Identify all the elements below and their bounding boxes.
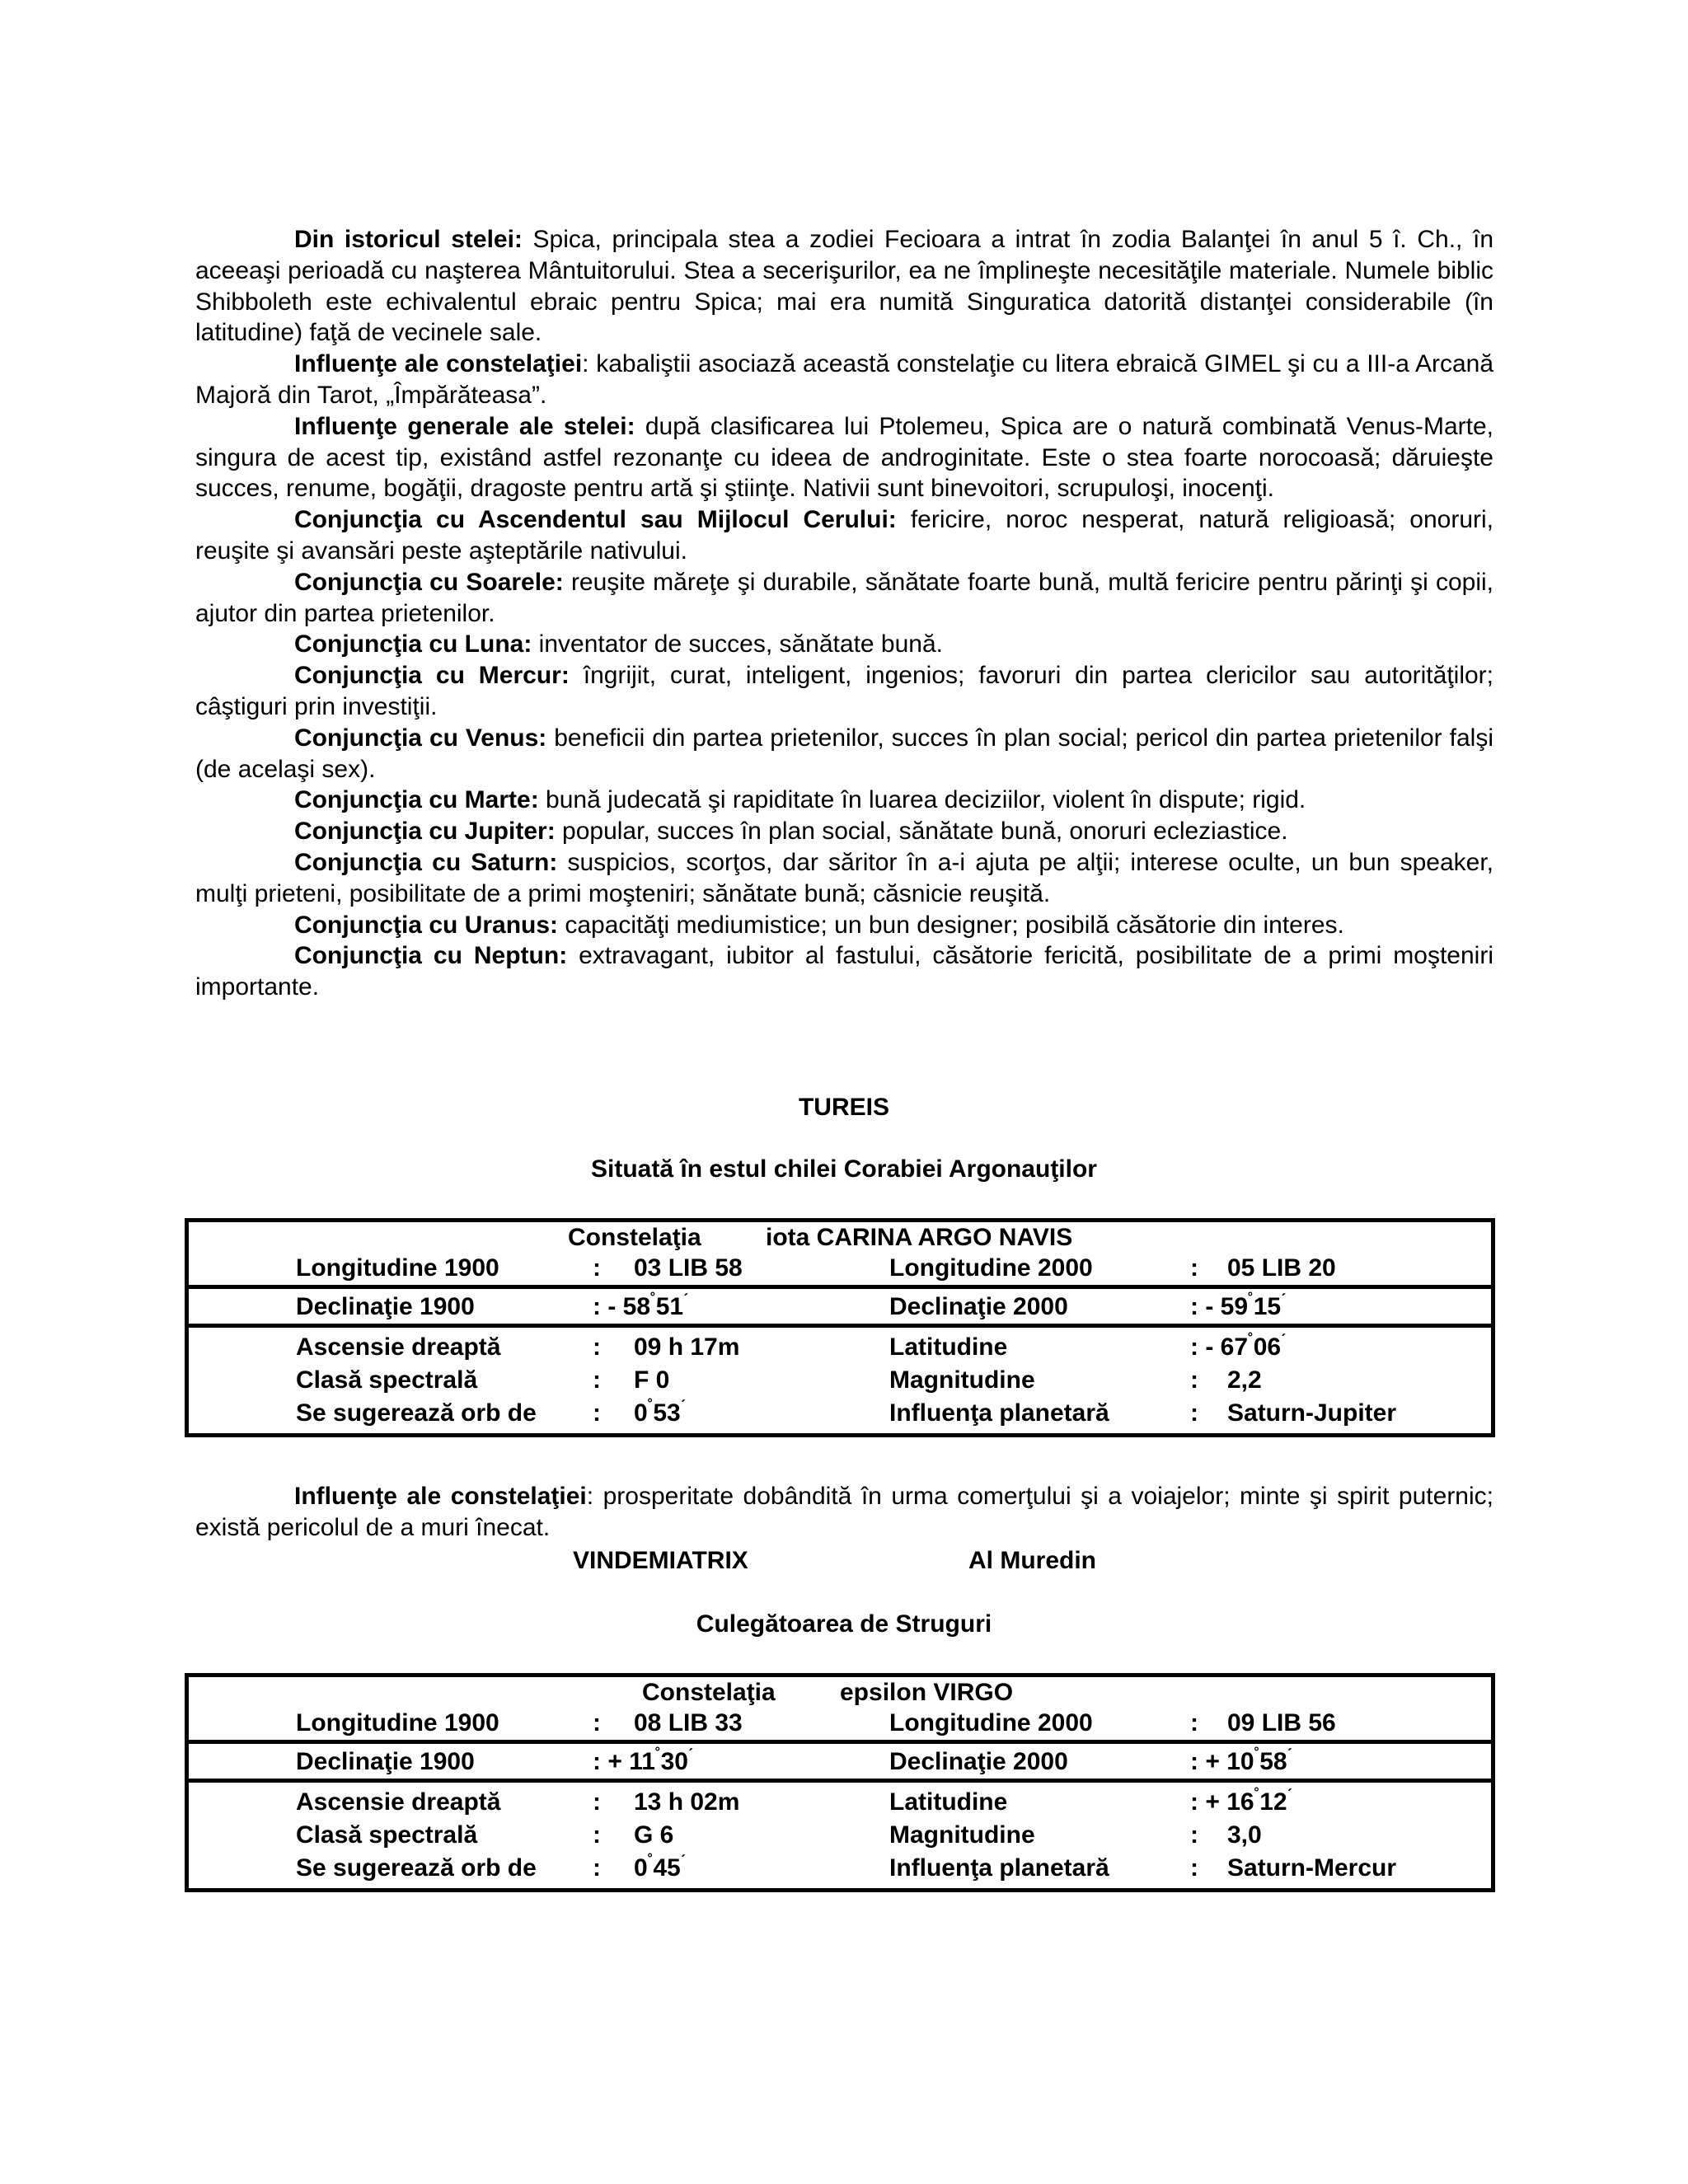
orb-value	[634, 1397, 686, 1430]
degrees: 0	[634, 1854, 648, 1882]
constellation-designation: epsilon VIRGO	[840, 1679, 1014, 1706]
colon: :	[593, 1748, 601, 1775]
tureis-influence	[195, 1481, 1493, 1544]
declination-1900-label: Declinaţie 1900	[296, 1748, 475, 1775]
paragraph	[195, 910, 1493, 941]
table-row-declination	[189, 1289, 1491, 1324]
minute-symbol: ˊ	[1287, 1746, 1293, 1765]
degrees: + 16	[1205, 1788, 1254, 1816]
degree-symbol: ˚	[1248, 1291, 1254, 1310]
paragraph	[195, 629, 1493, 660]
paragraph-text: : kabaliştii asociază această constelaţie cu litera ebraică GIMEL şi cu a III-a Arcană Majoră din Tarot, „Împărăteasa”.	[195, 350, 1494, 409]
minutes: 12	[1259, 1788, 1287, 1816]
table-row-spectral	[189, 1819, 1491, 1852]
paragraph-label: Conjuncţia cu Venus:	[294, 724, 547, 752]
latitude-label: Latitudine	[889, 1333, 1008, 1361]
paragraph-label: Conjuncţia cu Mercur:	[294, 662, 570, 690]
colon: :	[593, 1709, 601, 1736]
paragraph-label: Influenţe ale constelaţiei	[294, 1483, 587, 1510]
colon: :	[1190, 1399, 1198, 1427]
minutes: 06	[1253, 1333, 1282, 1361]
spectral-class-label: Clasă spectrală	[296, 1821, 478, 1849]
spectral-class-label: Clasă spectrală	[296, 1366, 478, 1394]
orb-label: Se sugerează orb de	[296, 1854, 537, 1882]
paragraph-text: suspicios, scorţos, dar săritor în a-i ajuta pe alţii; interese oculte, un bun speaker, mulţi prieteni, posibilitate de a primi moşteniri; sănătate bună; căsnicie reuşită.	[195, 848, 1493, 907]
paragraph	[195, 723, 1493, 785]
spica-description	[195, 224, 1493, 1003]
planetary-influence-label: Influenţa planetară	[889, 1399, 1109, 1427]
paragraph	[195, 816, 1493, 847]
degrees: - 59	[1205, 1293, 1249, 1320]
star-alt-name-vindemiatrix: Al Muredin	[968, 1547, 1096, 1574]
table-section-details	[189, 1779, 1491, 1888]
paragraph	[195, 940, 1493, 1003]
table-row-orb	[189, 1397, 1491, 1430]
paragraph-label: Conjuncţia cu Ascendentul sau Mijlocul Cerului:	[294, 506, 897, 534]
star-subtitle-tureis: Situată în estul chilei Corabiei Argonauţilor	[591, 1155, 1097, 1183]
declination-2000-label: Declinaţie 2000	[889, 1748, 1068, 1775]
minute-symbol: ˊ	[1281, 1291, 1287, 1310]
table-row-spectral	[189, 1364, 1491, 1397]
degree-symbol: ˚	[1254, 1787, 1260, 1805]
constellation-label: Constelaţia	[568, 1224, 701, 1251]
paragraph-text: după clasificarea lui Ptolemeu, Spica are o natură combinată Venus-Marte, singura de acest tip, existând astfel rezonanţe cu ideea de androginitate. Este o stea foarte norocoasă; dăruieşte succes, renume, bogăţii, dragoste pentru artă şi ştiinţe. Nativii sunt binevoitori, scrupuloşi, inocenţi.	[195, 412, 1494, 503]
table-row-ascension	[189, 1786, 1491, 1819]
colon: :	[593, 1366, 601, 1394]
longitude-1900-value: 08 LIB 33	[634, 1709, 743, 1736]
colon: :	[593, 1293, 601, 1320]
table-row-longitude	[189, 1707, 1491, 1740]
colon: :	[593, 1788, 601, 1816]
paragraph-label: Conjuncţia cu Soarele:	[294, 568, 564, 596]
colon: :	[1190, 1748, 1198, 1775]
magnitude-label: Magnitudine	[889, 1366, 1035, 1394]
paragraph-text: fericire, noroc nesperat, natură religioasă; onoruri, reuşite şi avansări peste aşteptările nativului.	[195, 506, 1494, 565]
magnitude-value: 3,0	[1227, 1821, 1262, 1849]
degrees: + 10	[1205, 1748, 1254, 1775]
latitude-value	[1190, 1331, 1287, 1364]
orb-value	[634, 1852, 686, 1885]
minute-symbol: ˊ	[1281, 1332, 1287, 1350]
declination-1900-value	[593, 1744, 694, 1780]
table-row-constellation	[189, 1222, 1491, 1252]
constellation-label: Constelaţia	[642, 1679, 776, 1706]
paragraph-text: inventator de succes, sănătate bună.	[532, 630, 943, 658]
table-row-orb	[189, 1852, 1491, 1885]
colon: :	[1190, 1821, 1198, 1849]
paragraph-text: îngrijit, curat, inteligent, ingenios; favoruri din partea clericilor sau autorităţilor; câştiguri prin investiţii.	[195, 662, 1494, 720]
colon: :	[593, 1821, 601, 1849]
star-data-table-vindemiatrix	[185, 1673, 1495, 1892]
minutes: 53	[653, 1399, 681, 1427]
colon: :	[1190, 1709, 1198, 1736]
colon: :	[1190, 1788, 1198, 1816]
paragraph-text: : prosperitate dobândită în urma comerţului şi a voiajelor; minte şi spirit puternic; există pericolul de a muri înecat.	[195, 1483, 1493, 1541]
magnitude-label: Magnitudine	[889, 1821, 1035, 1849]
star-subtitle-vindemiatrix: Culegătoarea de Struguri	[696, 1610, 992, 1638]
spectral-class-value: G 6	[634, 1821, 674, 1849]
degree-symbol: ˚	[650, 1291, 656, 1310]
ascension-value: 13 h 02m	[634, 1788, 740, 1816]
table-row-ascension	[189, 1331, 1491, 1364]
orb-label: Se sugerează orb de	[296, 1399, 537, 1427]
colon: :	[1190, 1293, 1198, 1320]
paragraph-label: Conjuncţia cu Uranus:	[294, 911, 559, 939]
longitude-2000-label: Longitudine 2000	[889, 1254, 1093, 1282]
planetary-influence-value: Saturn-Jupiter	[1227, 1399, 1397, 1427]
declination-1900-value	[593, 1289, 689, 1325]
paragraph	[195, 847, 1493, 910]
paragraph-label: Din istoricul stelei:	[294, 226, 523, 253]
star-title-vindemiatrix: VINDEMIATRIX	[573, 1547, 748, 1574]
minute-symbol: ˊ	[687, 1746, 694, 1765]
paragraph	[195, 785, 1493, 816]
table-row-constellation	[189, 1677, 1491, 1707]
paragraph-text: reuşite măreţe şi durabile, sănătate foarte bună, multă fericire pentru părinţi şi copii, ajutor din partea prietenilor.	[195, 568, 1493, 627]
degree-symbol: ˚	[647, 1398, 654, 1416]
declination-1900-label: Declinaţie 1900	[296, 1293, 475, 1320]
constellation-designation: iota CARINA ARGO NAVIS	[766, 1224, 1073, 1251]
paragraph-text: bună judecată şi rapiditate în luarea deciziilor, violent în dispute; rigid.	[538, 786, 1306, 814]
paragraph	[195, 504, 1493, 567]
minutes: 30	[660, 1748, 688, 1775]
colon: :	[1190, 1854, 1198, 1882]
planetary-influence-value: Saturn-Mercur	[1227, 1854, 1397, 1882]
colon: :	[1190, 1333, 1198, 1361]
star-data-table-tureis	[185, 1218, 1495, 1437]
longitude-1900-label: Longitudine 1900	[296, 1254, 499, 1282]
declination-2000-label: Declinaţie 2000	[889, 1293, 1068, 1320]
paragraph-text: popular, succes în plan social, sănătate bună, onoruri ecleziastice.	[555, 818, 1288, 846]
table-section-declination	[189, 1285, 1491, 1324]
longitude-2000-label: Longitudine 2000	[889, 1709, 1093, 1736]
paragraph	[195, 660, 1493, 723]
ascension-label: Ascensie dreaptă	[296, 1333, 501, 1361]
minute-symbol: ˊ	[680, 1853, 687, 1871]
colon: :	[593, 1333, 601, 1361]
paragraph-label: Influenţe generale ale stelei:	[294, 412, 635, 440]
ascension-label: Ascensie dreaptă	[296, 1788, 501, 1816]
declination-2000-value	[1190, 1289, 1287, 1325]
paragraph-label: Conjuncţia cu Marte:	[294, 786, 539, 814]
table-section-longitude	[189, 1222, 1491, 1285]
degree-symbol: ˚	[1248, 1332, 1254, 1350]
table-row-declination	[189, 1744, 1491, 1779]
longitude-2000-value: 09 LIB 56	[1227, 1709, 1336, 1736]
table-section-declination	[189, 1740, 1491, 1779]
minutes: 51	[655, 1293, 684, 1320]
paragraph	[195, 567, 1493, 630]
degree-symbol: ˚	[647, 1853, 654, 1871]
colon: :	[1190, 1254, 1198, 1282]
paragraph-label: Conjuncţia cu Jupiter:	[294, 818, 556, 846]
degrees: - 58	[607, 1293, 651, 1320]
degrees: + 11	[607, 1748, 655, 1775]
colon: :	[593, 1854, 601, 1882]
table-row-longitude	[189, 1252, 1491, 1285]
minute-symbol: ˊ	[680, 1398, 687, 1416]
paragraph	[195, 411, 1493, 504]
paragraph-text: extravagant, iubitor al fastului, căsătorie fericită, posibilitate de a primi moşteniri importante.	[195, 942, 1493, 1001]
paragraph-label: Conjuncţia cu Luna:	[294, 630, 532, 658]
paragraph-label: Conjuncţia cu Neptun:	[294, 942, 568, 970]
paragraph-text: Spica, principala stea a zodiei Fecioara a intrat în zodia Balanţei în anul 5 î. Ch., în aceeaşi perioadă cu naşterea Mântuitorului. Stea a secerişurilor, ea ne împlineşte necesităţile materiale. Numele biblic Shibboleth este echivalentul ebraic pentru Spica; mai era numită Singuratica datorită distanţei considerabile (în latitudine) faţă de vecinele sale.	[195, 226, 1494, 347]
spectral-class-value: F 0	[634, 1366, 670, 1394]
ascension-value: 09 h 17m	[634, 1333, 740, 1361]
colon: :	[1190, 1366, 1198, 1394]
paragraph-text: capacităţi mediumistice; un bun designer; posibilă căsătorie din interes.	[558, 911, 1344, 939]
longitude-1900-value: 03 LIB 58	[634, 1254, 743, 1282]
degrees: - 67	[1205, 1333, 1249, 1361]
table-section-longitude	[189, 1677, 1491, 1740]
degree-symbol: ˚	[654, 1746, 661, 1765]
paragraph-text: beneficii din partea prietenilor, succes în plan social; pericol din partea prietenilor falşi (de acelaşi sex).	[195, 724, 1493, 783]
degree-symbol: ˚	[1254, 1746, 1260, 1765]
table-section-details	[189, 1324, 1491, 1433]
minute-symbol: ˊ	[683, 1291, 689, 1310]
declination-2000-value	[1190, 1744, 1292, 1780]
star-title-tureis: TUREIS	[798, 1094, 889, 1121]
paragraph-label: Conjuncţia cu Saturn:	[294, 848, 558, 876]
colon: :	[593, 1399, 601, 1427]
minutes: 58	[1259, 1748, 1287, 1775]
degrees: 0	[634, 1399, 648, 1427]
latitude-label: Latitudine	[889, 1788, 1008, 1816]
paragraph	[195, 349, 1493, 411]
magnitude-value: 2,2	[1227, 1366, 1262, 1394]
paragraph-label: Influenţe ale constelaţiei	[294, 350, 583, 378]
paragraph	[195, 1481, 1493, 1544]
longitude-1900-label: Longitudine 1900	[296, 1709, 499, 1736]
latitude-value	[1190, 1786, 1292, 1819]
longitude-2000-value: 05 LIB 20	[1227, 1254, 1336, 1282]
minutes: 15	[1253, 1293, 1282, 1320]
colon: :	[593, 1254, 601, 1282]
planetary-influence-label: Influenţa planetară	[889, 1854, 1109, 1882]
minutes: 45	[653, 1854, 681, 1882]
minute-symbol: ˊ	[1287, 1787, 1293, 1805]
paragraph	[195, 224, 1493, 349]
